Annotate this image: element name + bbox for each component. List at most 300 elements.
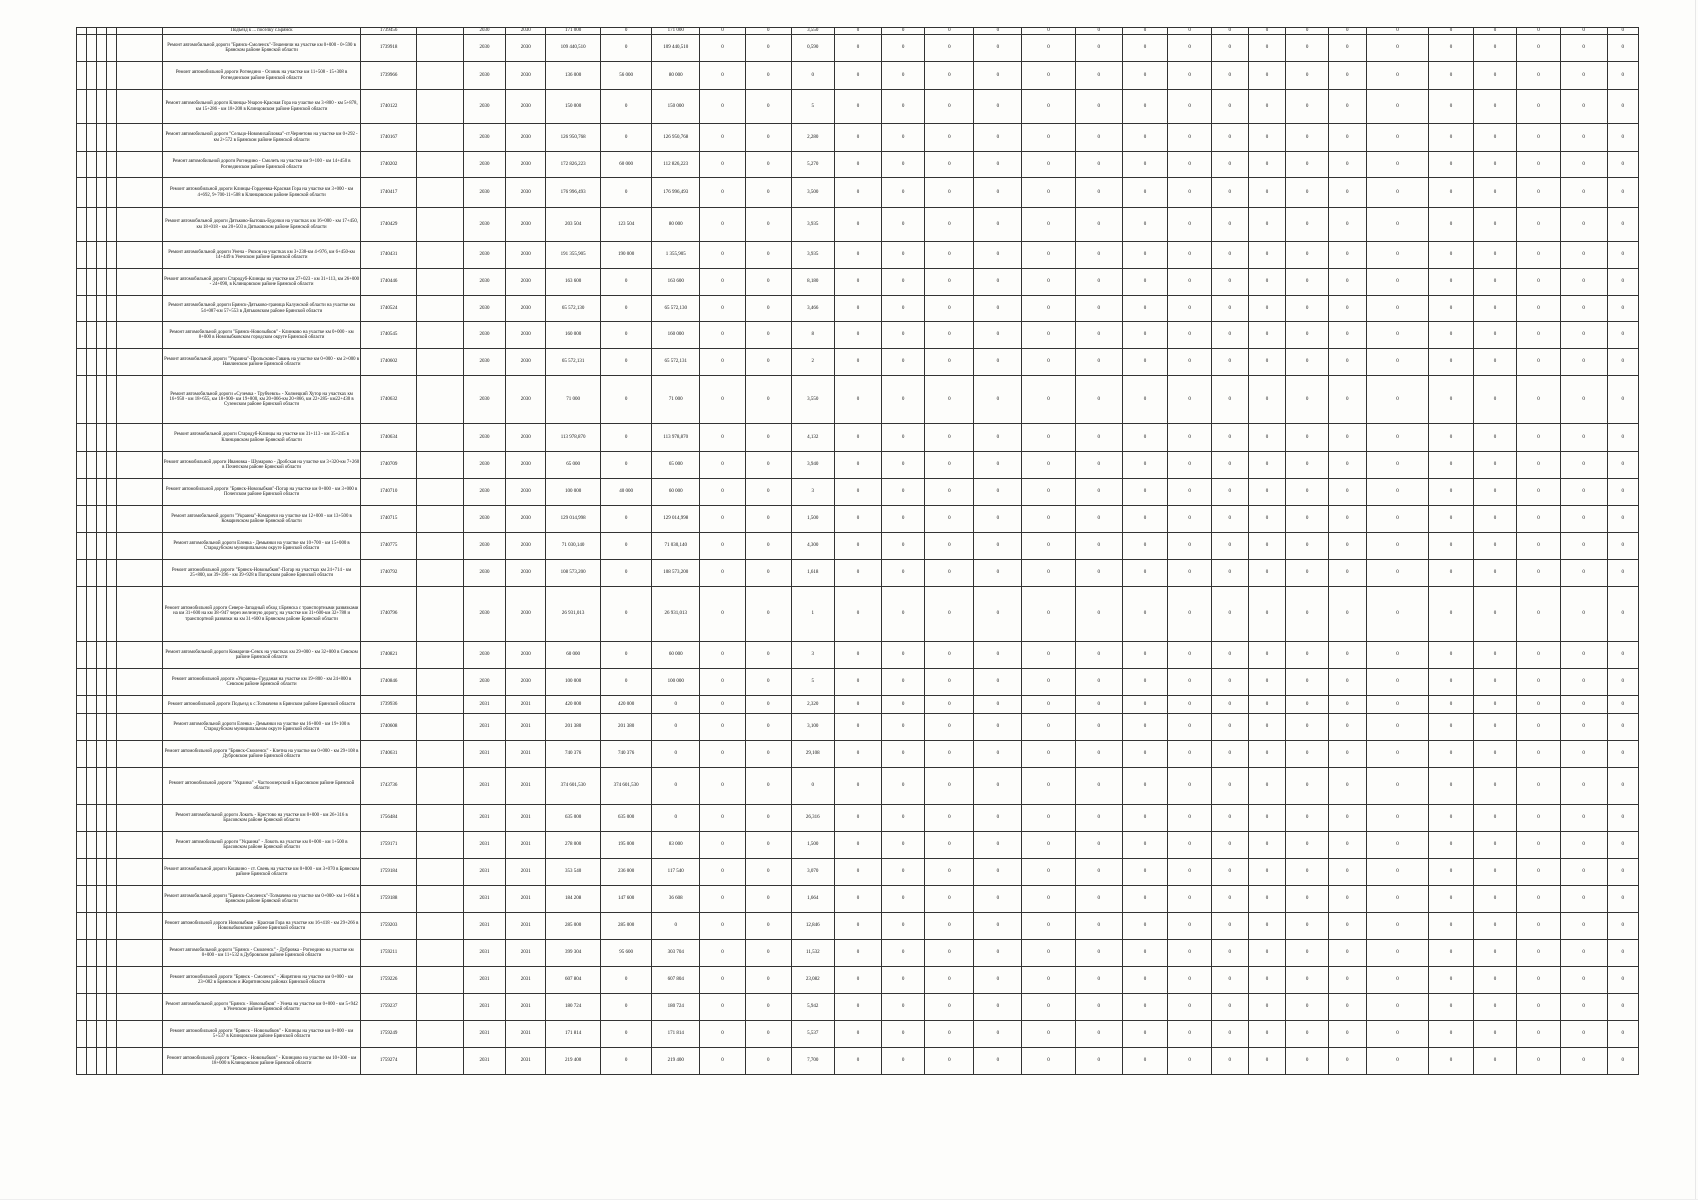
zero-value-cell: 0 [925,424,974,452]
empty-cell [417,376,464,424]
zero-value-cell: 0 [1122,90,1168,124]
length-km-cell: 2,280 [791,124,834,152]
zero-value-cell: 0 [1328,560,1366,587]
zero-value-cell: 0 [1211,62,1248,90]
empty-cell [107,967,117,994]
zero-value-cell: 0 [1429,832,1474,859]
empty-cell [97,696,107,714]
zero-value-cell: 0 [974,349,1022,376]
table-row [77,35,1639,62]
zero-value-cell: 0 [1517,859,1560,886]
empty-cell [77,533,87,560]
zero-value-cell: 0 [745,124,791,152]
zero-value-cell: 0 [1022,832,1076,859]
zero-value-cell: 0 [745,242,791,269]
zero-value-cell: 0 [1473,35,1516,62]
federal-funds-cell: 60 000 [600,152,651,178]
zero-value-cell: 0 [1560,242,1607,269]
empty-cell [87,1021,97,1048]
zero-value-cell: 0 [881,967,924,994]
zero-value-cell: 0 [1122,349,1168,376]
zero-value-cell: 0 [835,322,882,349]
end-year-cell: 2030 [506,28,546,35]
zero-value-cell: 0 [1517,886,1560,913]
zero-value-cell: 0 [1429,90,1474,124]
empty-cell [97,269,107,296]
zero-value-cell: 0 [1211,642,1248,669]
empty-cell [107,642,117,669]
zero-value-cell: 0 [745,560,791,587]
length-km-cell: 3 [791,479,834,506]
empty-cell [87,62,97,90]
zero-value-cell: 0 [925,35,974,62]
zero-value-cell: 0 [974,886,1022,913]
zero-value-cell: 0 [974,376,1022,424]
end-year-cell: 2031 [506,886,546,913]
zero-value-cell: 0 [835,349,882,376]
object-name-cell: Ремонт автомобильной дороги Комаричи-Севск на участках км 29+000 - км 32+000 в Севском районе Брянской области [162,642,360,669]
object-name-cell: Ремонт автомобильной дороги "Брянск - Новозыбков" - Клинцово на участке км 10+300 - км 18+000 в Клинцовском районе Брянской области [162,1048,360,1075]
zero-value-cell: 0 [925,208,974,242]
zero-value-cell: 0 [925,152,974,178]
zero-value-cell: 0 [700,124,746,152]
zero-value-cell: 0 [1429,152,1474,178]
length-km-cell: 1,664 [791,886,834,913]
federal-funds-cell: 0 [600,533,651,560]
empty-cell [87,296,97,322]
zero-value-cell: 0 [1429,560,1474,587]
zero-value-cell: 0 [1022,269,1076,296]
empty-cell [417,714,464,741]
zero-value-cell: 0 [1211,669,1248,696]
zero-value-cell: 0 [1560,913,1607,940]
zero-value-cell: 0 [1607,967,1638,994]
federal-funds-cell: 0 [600,322,651,349]
zero-value-cell: 0 [1429,533,1474,560]
zero-value-cell: 0 [1168,886,1211,913]
zero-value-cell: 0 [1122,35,1168,62]
zero-value-cell: 0 [835,587,882,642]
zero-value-cell: 0 [700,376,746,424]
zero-value-cell: 0 [1366,1048,1428,1075]
empty-cell [97,832,107,859]
zero-value-cell: 0 [1328,269,1366,296]
zero-value-cell: 0 [1022,506,1076,533]
zero-value-cell: 0 [1122,940,1168,967]
zero-value-cell: 0 [1075,124,1122,152]
zero-value-cell: 0 [1248,768,1286,805]
zero-value-cell: 0 [1168,994,1211,1021]
zero-value-cell: 0 [1286,242,1328,269]
table-row [77,696,1639,714]
zero-value-cell: 0 [1328,533,1366,560]
zero-value-cell: 0 [700,506,746,533]
empty-cell [97,35,107,62]
length-km-cell: 3,550 [791,28,834,35]
zero-value-cell: 0 [700,28,746,35]
zero-value-cell: 0 [1286,479,1328,506]
zero-value-cell: 0 [1122,642,1168,669]
zero-value-cell: 0 [1211,967,1248,994]
end-year-cell: 2030 [506,124,546,152]
zero-value-cell: 0 [1075,479,1122,506]
start-year-cell: 2030 [463,452,505,479]
empty-cell [107,533,117,560]
zero-value-cell: 0 [1286,349,1328,376]
zero-value-cell: 0 [835,886,882,913]
zero-value-cell: 0 [1075,506,1122,533]
zero-value-cell: 0 [1366,90,1428,124]
zero-value-cell: 0 [925,696,974,714]
zero-value-cell: 0 [1022,28,1076,35]
zero-value-cell: 0 [1168,296,1211,322]
zero-value-cell: 0 [1168,1021,1211,1048]
zero-value-cell: 0 [1429,208,1474,242]
zero-value-cell: 0 [1211,832,1248,859]
zero-value-cell: 0 [1607,152,1638,178]
zero-value-cell: 0 [1286,1021,1328,1048]
total-cost-cell: 160 000 [546,322,601,349]
zero-value-cell: 0 [1560,349,1607,376]
empty-cell [117,741,163,768]
zero-value-cell: 0 [1248,178,1286,208]
zero-value-cell: 0 [1473,28,1516,35]
zero-value-cell: 0 [1286,452,1328,479]
empty-cell [97,90,107,124]
end-year-cell: 2031 [506,768,546,805]
zero-value-cell: 0 [1122,587,1168,642]
regional-funds-cell: 109 440,510 [652,35,700,62]
zero-value-cell: 0 [1429,124,1474,152]
zero-value-cell: 0 [1211,452,1248,479]
zero-value-cell: 0 [1122,28,1168,35]
federal-funds-cell: 0 [600,1048,651,1075]
zero-value-cell: 0 [1560,642,1607,669]
end-year-cell: 2031 [506,913,546,940]
zero-value-cell: 0 [1248,967,1286,994]
zero-value-cell: 0 [700,90,746,124]
zero-value-cell: 0 [1429,940,1474,967]
zero-value-cell: 0 [925,940,974,967]
zero-value-cell: 0 [1429,62,1474,90]
empty-cell [417,642,464,669]
zero-value-cell: 0 [1517,940,1560,967]
regional-funds-cell: 65 572,131 [652,349,700,376]
zero-value-cell: 0 [1517,424,1560,452]
zero-value-cell: 0 [1560,533,1607,560]
zero-value-cell: 0 [1248,269,1286,296]
zero-value-cell: 0 [1328,967,1366,994]
zero-value-cell: 0 [1429,35,1474,62]
zero-value-cell: 0 [1607,90,1638,124]
zero-value-cell: 0 [1075,1048,1122,1075]
empty-cell [87,349,97,376]
zero-value-cell: 0 [835,642,882,669]
empty-cell [117,506,163,533]
empty-cell [417,913,464,940]
zero-value-cell: 0 [1211,479,1248,506]
length-km-cell: 5 [791,669,834,696]
empty-cell [117,62,163,90]
object-name-cell: Ремонт автомобильной дороги Стародуб-Клинцы на участке км 31+113 - км 35+245 в Клинцовском районе Брянской области [162,424,360,452]
zero-value-cell: 0 [1429,269,1474,296]
federal-funds-cell: 56 000 [600,62,651,90]
empty-cell [107,714,117,741]
object-code-cell: 1740715 [361,506,417,533]
object-name-cell: Ремонт автомобильной дороги Клинцы-Унароч-Красная Гора на участке км 3+800 - км 5+878, км 15+286 - км 18+208 в Клинцовском районе Брянской области [162,90,360,124]
zero-value-cell: 0 [974,533,1022,560]
total-cost-cell: 635 000 [546,805,601,832]
federal-funds-cell: 0 [600,967,651,994]
end-year-cell: 2031 [506,741,546,768]
table-row [77,642,1639,669]
empty-cell [117,805,163,832]
zero-value-cell: 0 [1607,62,1638,90]
zero-value-cell: 0 [1607,832,1638,859]
zero-value-cell: 0 [1517,994,1560,1021]
zero-value-cell: 0 [974,35,1022,62]
zero-value-cell: 0 [745,90,791,124]
end-year-cell: 2031 [506,832,546,859]
empty-cell [117,424,163,452]
zero-value-cell: 0 [1607,560,1638,587]
empty-cell [117,322,163,349]
regional-funds-cell: 126 950,768 [652,124,700,152]
zero-value-cell: 0 [1560,886,1607,913]
table-row [77,805,1639,832]
empty-cell [117,178,163,208]
zero-value-cell: 0 [1473,642,1516,669]
zero-value-cell: 0 [700,533,746,560]
length-km-cell: 3,500 [791,178,834,208]
zero-value-cell: 0 [745,424,791,452]
federal-funds-cell: 95 600 [600,940,651,967]
table-row [77,242,1639,269]
object-name-cell: Ремонт автомобильной дороги Дятьково-Бытошь-Будочки на участках км 16+000 - км 17+450, км 18+018 - км 20+503 в Дятьковском районе Брянской области [162,208,360,242]
zero-value-cell: 0 [1366,35,1428,62]
empty-cell [417,349,464,376]
object-code-cell: 1739456 [361,28,417,35]
empty-cell [117,35,163,62]
zero-value-cell: 0 [1473,669,1516,696]
federal-funds-cell: 0 [600,642,651,669]
zero-value-cell: 0 [974,913,1022,940]
zero-value-cell: 0 [700,208,746,242]
total-cost-cell: 65 572,130 [546,296,601,322]
zero-value-cell: 0 [1075,994,1122,1021]
zero-value-cell: 0 [925,376,974,424]
empty-cell [107,424,117,452]
zero-value-cell: 0 [745,994,791,1021]
zero-value-cell: 0 [974,269,1022,296]
object-name-cell: Ремонт автомобильной дороги Брянск-Дятьково-граница Калужской области на участке км 54+087-км 57+553 в Дятьковском районе Брянской области [162,296,360,322]
zero-value-cell: 0 [925,349,974,376]
length-km-cell: 3,070 [791,859,834,886]
zero-value-cell: 0 [974,741,1022,768]
zero-value-cell: 0 [835,296,882,322]
empty-cell [107,62,117,90]
end-year-cell: 2030 [506,452,546,479]
zero-value-cell: 0 [1517,124,1560,152]
zero-value-cell: 0 [1366,533,1428,560]
zero-value-cell: 0 [881,669,924,696]
empty-cell [107,28,117,35]
zero-value-cell: 0 [1286,994,1328,1021]
zero-value-cell: 0 [1560,587,1607,642]
zero-value-cell: 0 [835,28,882,35]
empty-cell [87,506,97,533]
regional-funds-cell: 65 572,130 [652,296,700,322]
zero-value-cell: 0 [881,714,924,741]
zero-value-cell: 0 [1328,940,1366,967]
empty-cell [117,642,163,669]
empty-cell [417,322,464,349]
end-year-cell: 2030 [506,90,546,124]
end-year-cell: 2030 [506,296,546,322]
zero-value-cell: 0 [881,349,924,376]
zero-value-cell: 0 [1429,424,1474,452]
empty-cell [87,533,97,560]
object-name-cell: Ремонт автомобильной дороги Подъезд к с.Толмачево в Брянском районе Брянской области [162,696,360,714]
object-name-cell: Ремонт автомобильной дороги "Брянск-Смоленск"-Толмачево на участке км 0+000- км 1+664 в Брянском районе Брянской области [162,886,360,913]
zero-value-cell: 0 [974,208,1022,242]
zero-value-cell: 0 [881,242,924,269]
zero-value-cell: 0 [1122,424,1168,452]
zero-value-cell: 0 [1473,296,1516,322]
zero-value-cell: 0 [881,940,924,967]
total-cost-cell: 219 400 [546,1048,601,1075]
zero-value-cell: 0 [1075,940,1122,967]
zero-value-cell: 0 [700,1021,746,1048]
zero-value-cell: 0 [1607,768,1638,805]
zero-value-cell: 0 [1168,913,1211,940]
zero-value-cell: 0 [1607,28,1638,35]
zero-value-cell: 0 [1328,994,1366,1021]
end-year-cell: 2030 [506,208,546,242]
regional-funds-cell: 176 996,493 [652,178,700,208]
zero-value-cell: 0 [1473,832,1516,859]
object-code-cell: 1740446 [361,269,417,296]
empty-cell [117,859,163,886]
zero-value-cell: 0 [1248,424,1286,452]
zero-value-cell: 0 [1560,124,1607,152]
zero-value-cell: 0 [1075,178,1122,208]
zero-value-cell: 0 [1022,533,1076,560]
zero-value-cell: 0 [700,587,746,642]
zero-value-cell: 0 [1022,62,1076,90]
table-row [77,714,1639,741]
empty-cell [97,994,107,1021]
zero-value-cell: 0 [1248,696,1286,714]
length-km-cell: 3,935 [791,242,834,269]
empty-cell [417,768,464,805]
empty-cell [97,376,107,424]
zero-value-cell: 0 [835,560,882,587]
zero-value-cell: 0 [1607,208,1638,242]
object-name-cell: Ремонт автомобильной дороги «Суземка - Трубчевск» - Холмецкий Хутор на участках км 16+950 - км 18+655, км 18+900- км 19+800, км 20+066-км 20+866, км 22+285- км22+430 в Суземском районе Брянской области [162,376,360,424]
federal-funds-cell: 0 [600,669,651,696]
zero-value-cell: 0 [881,741,924,768]
empty-cell [117,768,163,805]
zero-value-cell: 0 [1248,832,1286,859]
zero-value-cell: 0 [925,296,974,322]
zero-value-cell: 0 [1429,859,1474,886]
total-cost-cell: 180 724 [546,994,601,1021]
zero-value-cell: 0 [835,533,882,560]
zero-value-cell: 0 [1473,62,1516,90]
zero-value-cell: 0 [1211,1021,1248,1048]
zero-value-cell: 0 [1211,506,1248,533]
object-code-cell: 1759203 [361,913,417,940]
zero-value-cell: 0 [1366,913,1428,940]
zero-value-cell: 0 [1248,452,1286,479]
zero-value-cell: 0 [881,424,924,452]
zero-value-cell: 0 [1168,424,1211,452]
object-code-cell: 1740429 [361,208,417,242]
object-code-cell: 1756484 [361,805,417,832]
empty-cell [117,669,163,696]
zero-value-cell: 0 [881,805,924,832]
empty-cell [77,90,87,124]
empty-cell [417,1048,464,1075]
zero-value-cell: 0 [881,62,924,90]
empty-cell [107,322,117,349]
federal-funds-cell: 0 [600,424,651,452]
start-year-cell: 2030 [463,424,505,452]
total-cost-cell: 100 000 [546,669,601,696]
regional-funds-cell: 60 000 [652,642,700,669]
zero-value-cell: 0 [1560,859,1607,886]
empty-cell [77,642,87,669]
zero-value-cell: 0 [1366,506,1428,533]
empty-cell [77,560,87,587]
zero-value-cell: 0 [1328,376,1366,424]
zero-value-cell: 0 [1366,669,1428,696]
zero-value-cell: 0 [1473,452,1516,479]
empty-cell [77,242,87,269]
zero-value-cell: 0 [1328,669,1366,696]
empty-cell [97,940,107,967]
zero-value-cell: 0 [835,714,882,741]
empty-cell [97,886,107,913]
zero-value-cell: 0 [1286,832,1328,859]
zero-value-cell: 0 [1022,35,1076,62]
empty-cell [117,533,163,560]
zero-value-cell: 0 [1075,768,1122,805]
empty-cell [97,587,107,642]
object-name-cell: Ремонт автомобильной дороги Стародуб-Клинцы на участке км 27+023 - км 31+113, км 26+000 - 24+090, в Клинцовском районе Брянской области [162,269,360,296]
empty-cell [417,886,464,913]
object-name-cell: Ремонт автомобильной дороги "Брянск-Смоленск"-Тешеничи на участке км 0+000 - 0+590 в Брянском районе Брянской области [162,35,360,62]
empty-cell [97,178,107,208]
total-cost-cell: 108 573,200 [546,560,601,587]
zero-value-cell: 0 [1286,533,1328,560]
total-cost-cell: 100 000 [546,479,601,506]
empty-cell [107,994,117,1021]
zero-value-cell: 0 [881,859,924,886]
zero-value-cell: 0 [1286,152,1328,178]
object-name-cell: Ремонт автомобильной дороги "Брянск-Смоленск" - Клетна на участке км 0+000 - км 29+108 в Дубровском районе Брянской области [162,741,360,768]
empty-cell [87,560,97,587]
zero-value-cell: 0 [1328,506,1366,533]
zero-value-cell: 0 [925,479,974,506]
zero-value-cell: 0 [1473,1048,1516,1075]
zero-value-cell: 0 [1517,714,1560,741]
zero-value-cell: 0 [1560,506,1607,533]
length-km-cell: 1,500 [791,506,834,533]
zero-value-cell: 0 [1366,859,1428,886]
zero-value-cell: 0 [925,832,974,859]
